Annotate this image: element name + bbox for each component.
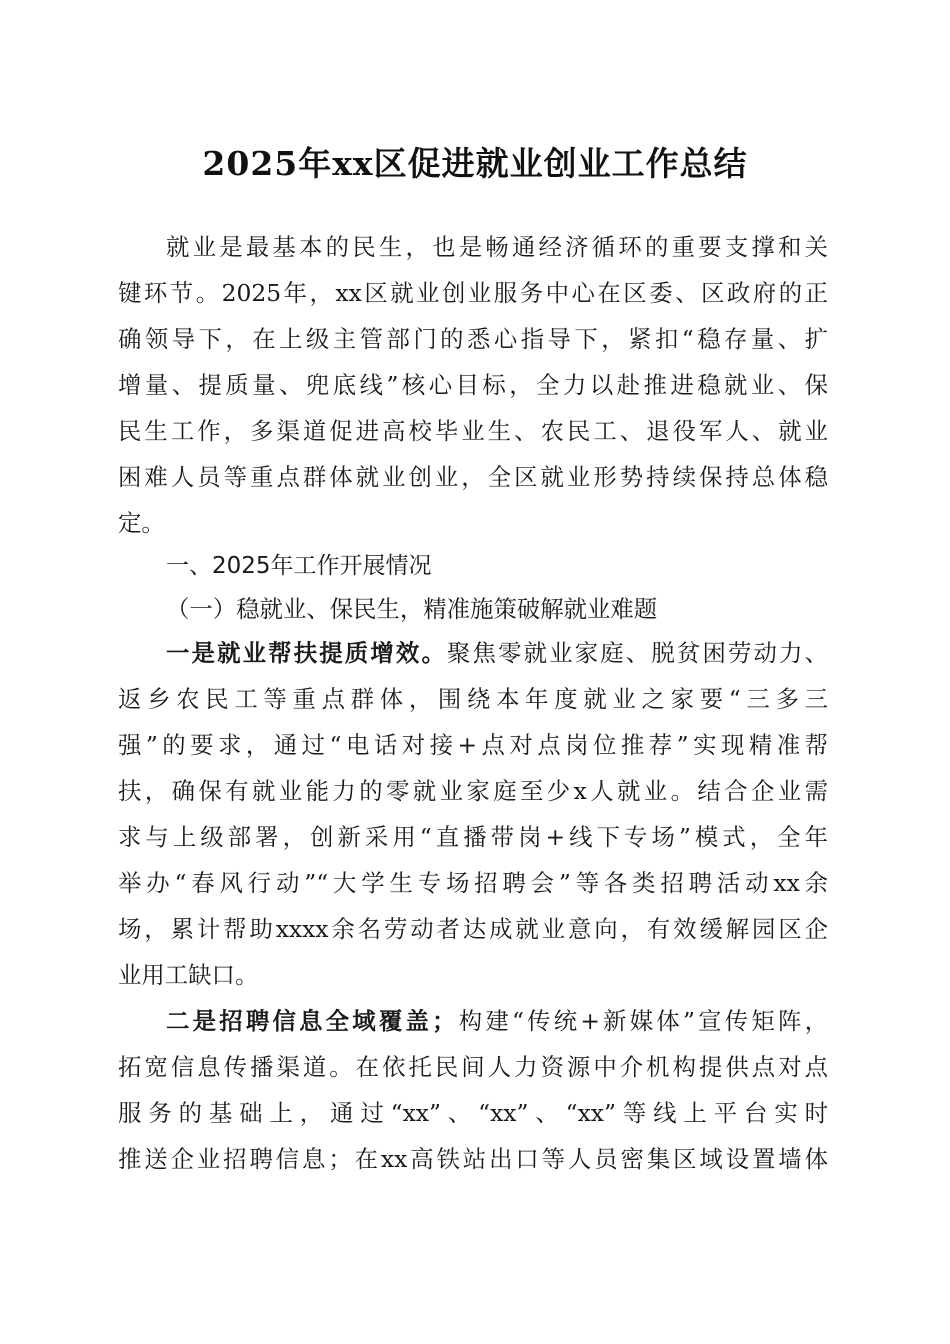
paragraph-line: 场，累计帮助xxxx余名劳动者达成就业意向，有效缓解园区企 xyxy=(118,915,828,943)
paragraph-line: 举办“春风行动”“大学生专场招聘会”等各类招聘活动xx余 xyxy=(118,869,828,897)
intro-line: 定。 xyxy=(118,509,165,537)
intro-line: 民生工作，多渠道促进高校毕业生、农民工、退役军人、就业 xyxy=(118,417,828,445)
paragraph-line: 返乡农民工等重点群体，围绕本年度就业之家要“三多三 xyxy=(118,685,828,713)
section-heading: 一、2025年工作开展情况 xyxy=(166,553,432,579)
paragraph-line: 拓宽信息传播渠道。在依托民间人力资源中介机构提供点对点 xyxy=(118,1053,828,1081)
paragraph-line: 服务的基础上，通过“xx”、“xx”、“xx”等线上平台实时 xyxy=(118,1099,828,1127)
document-title: 2025年xx区促进就业创业工作总结 xyxy=(202,144,748,183)
intro-line: 确领导下，在上级主管部门的悉心指导下，紧扣“稳存量、扩 xyxy=(118,325,828,353)
paragraph-line: 扶，确保有就业能力的零就业家庭至少x人就业。结合企业需 xyxy=(118,777,828,805)
paragraph-line: 强”的要求，通过“电话对接+点对点岗位推荐”实现精准帮 xyxy=(118,731,828,759)
paragraph-line: 业用工缺口。 xyxy=(118,961,259,989)
paragraph-text: 构建“传统+新媒体”宣传矩阵， xyxy=(455,1007,829,1035)
intro-line: 键环节。2025年，xx区就业创业服务中心在区委、区政府的正 xyxy=(118,279,828,307)
intro-line: 就业是最基本的民生，也是畅通经济循环的重要支撑和关 xyxy=(166,233,828,261)
paragraph-line: 求与上级部署，创新采用“直播带岗+线下专场”模式，全年 xyxy=(118,823,828,851)
paragraph-lead: 一是就业帮扶提质增效。 xyxy=(166,639,447,667)
intro-line: 困难人员等重点群体就业创业，全区就业形势持续保持总体稳 xyxy=(118,463,828,491)
paragraph-line xyxy=(118,998,828,1044)
paragraph-line: 推送企业招聘信息；在xx高铁站出口等人员密集区域设置墙体 xyxy=(118,1145,828,1173)
subsection-heading: （一）稳就业、保民生，精准施策破解就业难题 xyxy=(166,595,658,623)
paragraph-text: 聚焦零就业家庭、脱贫困劳动力、 xyxy=(447,639,829,667)
paragraph-lead: 二是招聘信息全域覆盖； xyxy=(166,1007,456,1035)
intro-line: 增量、提质量、兜底线”核心目标，全力以赴推进稳就业、保 xyxy=(118,371,828,399)
paragraph-line xyxy=(118,630,828,676)
